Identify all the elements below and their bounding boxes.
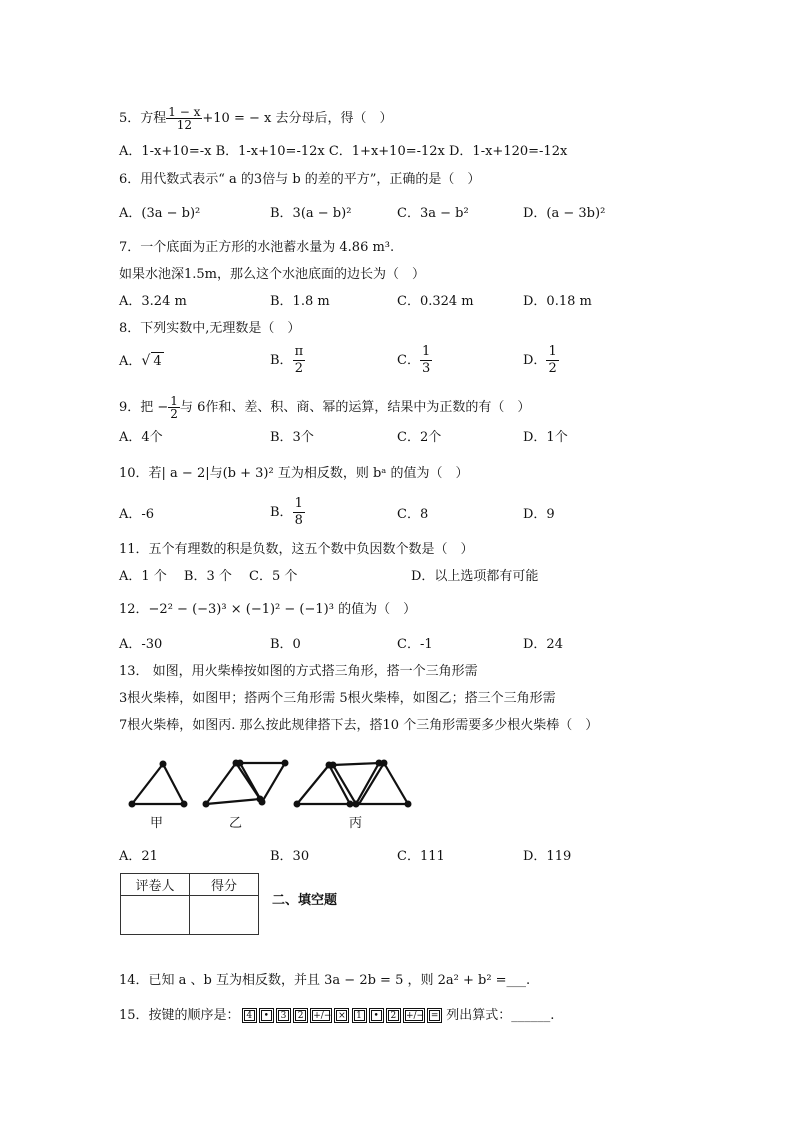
key-equals: = xyxy=(430,1011,439,1021)
q9-option-d: D．1个 xyxy=(523,430,568,445)
q9-fraction: $\frac{1}{2}$ xyxy=(170,394,178,421)
q8-option-b: B． $\frac{\pi}{2}$ xyxy=(270,344,304,376)
q12-option-a: A．-30 xyxy=(119,637,163,652)
key-4: 4 xyxy=(244,1010,255,1021)
figure-label-jia: 甲 xyxy=(150,816,164,831)
q12-option-c: C．-1 xyxy=(397,637,433,652)
key-dot-2: • xyxy=(371,1010,382,1021)
q7-stem-2: 如果水池深1.5m，那么这个水池底面的边长为（ ） xyxy=(119,267,426,282)
key-plus-minus-2: +/− xyxy=(405,1011,425,1021)
key-times: × xyxy=(338,1011,346,1021)
section-title-fill-blank: 二、填空题 xyxy=(272,893,338,908)
q14-stem: 14．已知 a 、b 互为相反数，并且 3a − 2b = 5 ，则 2a² + b² =___. xyxy=(119,973,531,988)
q11-stem: 11．五个有理数的积是负数，这五个数中负因数个数是（ ） xyxy=(119,542,474,557)
key-3: 3 xyxy=(278,1010,289,1021)
q13-stem-1: 13． 如图，用火柴棒按如图的方式搭三角形，搭一个三角形需 xyxy=(119,664,478,679)
matchstick-figure xyxy=(120,750,430,835)
q5-fraction: $\frac{1 - x}{12}$ xyxy=(168,105,201,132)
q7-stem-1: 7．一个底面为正方形的水池蓄水量为 4.86 m³. xyxy=(119,240,395,255)
q7-option-b: B．1.8 m xyxy=(270,294,330,309)
q10-option-c: C．8 xyxy=(397,507,429,522)
key-1: 1 xyxy=(354,1010,365,1021)
q6-option-c: C．3a − b² xyxy=(397,206,469,221)
key-plus-minus: +/− xyxy=(313,1011,332,1021)
score-table-grader-cell[interactable] xyxy=(121,896,190,935)
key-dot: • xyxy=(261,1010,272,1021)
q9-option-c: C．2个 xyxy=(397,430,442,445)
q10-option-d: D．9 xyxy=(523,507,555,522)
figure-label-yi: 乙 xyxy=(229,816,243,831)
score-table-header-grader: 评卷人 xyxy=(121,874,190,896)
q13-stem-2: 3根火柴棒，如图甲；搭两个三角形需 5根火柴棒，如图乙；搭三个三角形需 xyxy=(119,691,556,706)
q13-option-a: A．21 xyxy=(119,849,158,864)
figure-label-bing: 丙 xyxy=(349,816,363,831)
q5-options: A．1-x+10=-x B．1-x+10=-12x C．1+x+10=-12x D．1-x+120=-12x xyxy=(119,144,568,159)
score-table-header-score: 得分 xyxy=(190,874,259,896)
q13-option-d: D．119 xyxy=(523,849,572,864)
q13-option-b: B．30 xyxy=(270,849,310,864)
q5-stem: 5．方程 $\frac{1 - x}{12}$ +10 = − x 去分母后，得（ ） xyxy=(119,105,393,132)
score-table-score-cell[interactable] xyxy=(190,896,259,935)
key-2b: 2 xyxy=(388,1010,399,1021)
q9-stem: 9．把 − $\frac{1}{2}$ 与 6作和、差、积、商、幂的运算，结果中为正数的有（ ） xyxy=(119,394,531,421)
q12-option-b: B．0 xyxy=(270,637,301,652)
q8-option-d: D． $\frac{1}{2}$ xyxy=(523,344,557,376)
q15-stem: 15．按键的顺序是： 4 • 3 2 +/− × 1 • 2 +/− = 列出算式：______. xyxy=(119,1008,555,1023)
q11-option-d: D．以上选项都有可能 xyxy=(411,569,539,584)
q8-stem: 8．下列实数中,无理数是（ ） xyxy=(119,321,301,336)
q6-option-a: A．(3a − b)² xyxy=(119,206,201,221)
key-2: 2 xyxy=(295,1010,306,1021)
q10-option-a: A．-6 xyxy=(119,507,155,522)
q9-option-a: A．4个 xyxy=(119,430,163,445)
q13-option-c: C．111 xyxy=(397,849,445,864)
q9-option-b: B．3个 xyxy=(270,430,314,445)
q7-option-a: A．3.24 m xyxy=(119,294,187,309)
q6-stem: 6．用代数式表示“ a 的3倍与 b 的差的平方”，正确的是（ ） xyxy=(119,172,481,187)
q10-stem: 10．若| a − 2|与(b + 3)² 互为相反数，则 bᵃ 的值为（ ） xyxy=(119,466,469,481)
q13-stem-3: 7根火柴棒，如图丙. 那么按此规律搭下去，搭10 个三角形需要多少根火柴棒（ ） xyxy=(119,718,599,733)
q12-option-d: D．24 xyxy=(523,637,563,652)
score-table xyxy=(120,873,259,935)
q12-stem: 12．−2² − (−3)³ × (−1)² − (−1)³ 的值为（ ） xyxy=(119,602,417,617)
q6-option-d: D．(a − 3b)² xyxy=(523,206,606,221)
q6-option-b: B．3(a − b)² xyxy=(270,206,352,221)
q7-option-d: D．0.18 m xyxy=(523,294,592,309)
q8-option-a: A．√ 4 xyxy=(119,353,162,369)
q8-option-c: C． $\frac{1}{3}$ xyxy=(397,344,431,376)
q11-options-abc: A．1 个 B．3 个 C．5 个 xyxy=(119,569,298,584)
q10-option-b: B． $\frac{1}{8}$ xyxy=(270,496,303,528)
q7-option-c: C．0.324 m xyxy=(397,294,474,309)
